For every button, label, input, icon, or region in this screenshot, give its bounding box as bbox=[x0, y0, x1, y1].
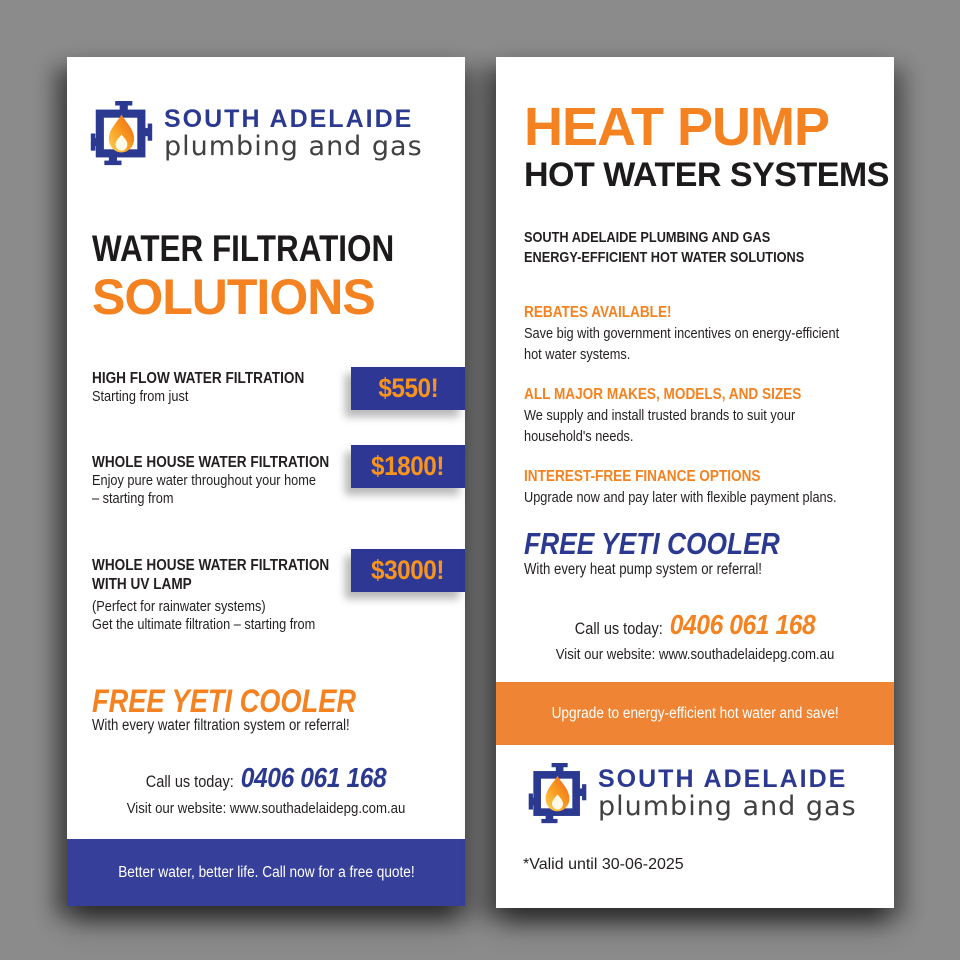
free-yeti-cooler-title: FREE YETI COOLER bbox=[92, 683, 356, 719]
upgrade-banner-text: Upgrade to energy-efficient hot water and save! bbox=[551, 704, 839, 722]
pipe-flame-icon bbox=[526, 763, 589, 824]
footer-banner bbox=[67, 839, 465, 906]
heat-pump-flyer bbox=[496, 57, 894, 908]
offer-line: (Perfect for rainwater systems) bbox=[92, 598, 266, 615]
section-line: Save big with government incentives on energy-efficient bbox=[524, 325, 840, 342]
website-url: www.southadelaidepg.com.au bbox=[229, 800, 406, 817]
offer-heading: WHOLE HOUSE WATER FILTRATION bbox=[92, 557, 330, 574]
price-text: $3000! bbox=[371, 555, 445, 585]
website-line bbox=[520, 646, 870, 663]
offer-heading: WHOLE HOUSE WATER FILTRATION bbox=[92, 454, 330, 471]
footer-banner-text: Better water, better life. Call now for a free quote! bbox=[117, 863, 415, 881]
section-heading: REBATES AVAILABLE! bbox=[524, 304, 672, 321]
price-badge-1800 bbox=[351, 445, 465, 488]
website-url: www.southadelaidepg.com.au bbox=[658, 646, 835, 663]
call-us-line bbox=[520, 609, 870, 641]
price-text: $1800! bbox=[371, 451, 445, 481]
offer-item-whole-house bbox=[92, 453, 371, 508]
call-label: Call us today: bbox=[145, 773, 234, 791]
phone-number: 0406 061 168 bbox=[669, 609, 816, 640]
brand-subtitle: plumbing and gas bbox=[164, 130, 423, 162]
water-filtration-flyer bbox=[67, 57, 465, 906]
offer-line: Enjoy pure water throughout your home bbox=[92, 472, 316, 489]
price-text: $550! bbox=[378, 373, 438, 403]
right-flyer-title-line2: HOT WATER SYSTEMS bbox=[524, 156, 889, 194]
brand-logo bbox=[88, 101, 423, 166]
subtitle-line1: SOUTH ADELAIDE PLUMBING AND GAS bbox=[524, 229, 771, 246]
validity-note: *Valid until 30-06-2025 bbox=[523, 856, 684, 873]
upgrade-banner bbox=[496, 682, 894, 745]
free-yeti-cooler-title: FREE YETI COOLER bbox=[524, 526, 780, 561]
free-yeti-cooler-body: With every heat pump system or referral! bbox=[524, 561, 762, 578]
section-line: We supply and install trusted brands to suit your bbox=[524, 407, 796, 424]
section-heading: INTEREST-FREE FINANCE OPTIONS bbox=[524, 468, 761, 485]
brand-title: SOUTH ADELAIDE bbox=[598, 764, 848, 793]
offer-line: Get the ultimate filtration – starting from bbox=[92, 616, 316, 633]
offer-item-high-flow bbox=[92, 369, 342, 406]
price-badge-3000 bbox=[351, 549, 465, 592]
website-label: Visit our website: bbox=[126, 800, 227, 817]
price-badge-550 bbox=[351, 367, 465, 410]
brand-title: SOUTH ADELAIDE bbox=[164, 104, 414, 133]
website-line bbox=[91, 800, 441, 817]
section-rebates bbox=[524, 303, 895, 365]
offer-item-whole-house-uv bbox=[92, 556, 371, 634]
section-line: Upgrade now and pay later with flexible payment plans. bbox=[524, 489, 837, 506]
brand-logo bbox=[526, 763, 857, 824]
brand-subtitle: plumbing and gas bbox=[598, 790, 857, 822]
subtitle-line2: ENERGY-EFFICIENT HOT WATER SOLUTIONS bbox=[524, 248, 805, 266]
left-flyer-title-line1: WATER FILTRATION bbox=[92, 228, 395, 269]
pipe-flame-icon bbox=[88, 101, 155, 166]
call-label: Call us today: bbox=[574, 620, 663, 638]
left-flyer-title-line2: SOLUTIONS bbox=[92, 269, 375, 325]
offer-line: – starting from bbox=[92, 490, 174, 507]
section-line: household's needs. bbox=[524, 428, 634, 445]
section-line: hot water systems. bbox=[524, 346, 631, 363]
phone-number: 0406 061 168 bbox=[240, 762, 387, 793]
section-makes-models bbox=[524, 385, 850, 447]
section-finance bbox=[524, 467, 892, 508]
offer-line: Starting from just bbox=[92, 388, 189, 405]
section-heading: ALL MAJOR MAKES, MODELS, AND SIZES bbox=[524, 386, 802, 403]
offer-heading: HIGH FLOW WATER FILTRATION bbox=[92, 370, 305, 387]
offer-heading-line2: WITH UV LAMP bbox=[92, 576, 192, 593]
right-flyer-title-line1: HEAT PUMP bbox=[524, 97, 830, 157]
free-yeti-cooler-body: With every water filtration system or referral! bbox=[92, 717, 350, 734]
website-label: Visit our website: bbox=[555, 646, 656, 663]
right-flyer-subtitle bbox=[524, 228, 854, 267]
call-us-line bbox=[91, 762, 441, 794]
